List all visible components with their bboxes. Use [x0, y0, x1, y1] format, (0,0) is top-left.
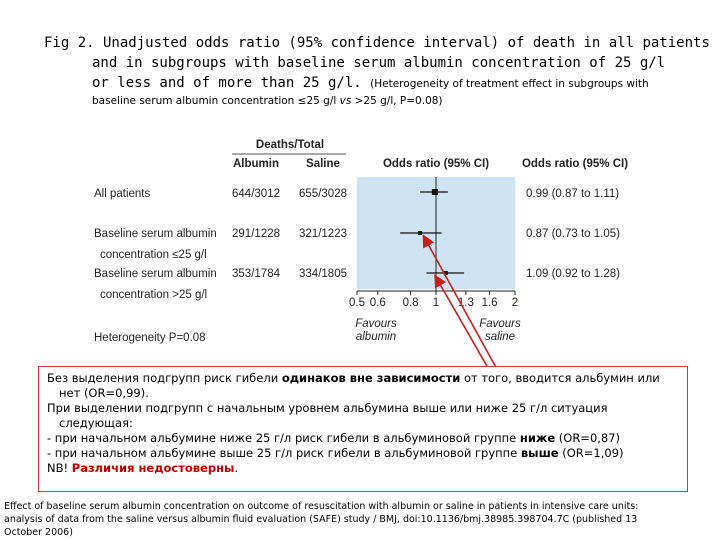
explanation-para-4 [39, 446, 687, 461]
caption-line-4-post: >25 g/l, P=0.08) [351, 95, 443, 107]
x-tick-label: 1 [432, 297, 440, 309]
row-saline-deaths: 321/1223 [299, 228, 347, 240]
point-estimate [432, 189, 438, 195]
caption-line-4-vs: vs [339, 95, 352, 107]
x-tick-label: 0.5 [349, 297, 365, 309]
row-albumin-deaths: 291/1228 [232, 228, 280, 240]
deaths-total-header: Deaths/Total [255, 139, 325, 151]
col-albumin-header: Albumin [233, 158, 279, 170]
caption-line-3-small: (Heterogeneity of treatment effect in subgroups with [370, 78, 649, 90]
x-tick-label: 0.8 [402, 297, 419, 309]
favours-albumin-label: Favours [355, 318, 397, 330]
row-label-line2: concentration ≤25 g/l [100, 249, 207, 261]
favours-saline-label: Favours [479, 318, 521, 330]
citation-line-1: Effect of baseline serum albumin concentration on outcome of resuscitation with albumin or saline in patients in intensive care units: [4, 501, 639, 512]
explanation-para-1-cont: нет (OR=0,99). [59, 386, 149, 400]
row-label: All patients [94, 188, 151, 200]
explanation-box [38, 366, 688, 492]
text: . [234, 461, 239, 475]
explanation-para-1 [39, 371, 687, 386]
point-estimate [418, 231, 422, 235]
emphasis: одинаков вне зависимости [281, 371, 461, 385]
text: (OR=0,87) [555, 431, 621, 445]
row-albumin-deaths: 644/3012 [232, 188, 280, 200]
caption-line-1: Fig 2. Unadjusted odds ratio (95% confidence interval) of death in all patients [44, 35, 710, 51]
emphasis: ниже [519, 431, 556, 445]
citation-line-2: analysis of data from the saline versus albumin fluid evaluation (SAFE) study / BMJ, doi:10.1136/bmj.38985.398704.7C (published 13 [4, 514, 638, 525]
text: от того, вводится альбумин или [460, 371, 660, 385]
x-tick-label: 1.3 [457, 297, 474, 309]
col-or-text-header: Odds ratio (95% CI) [521, 158, 629, 170]
col-saline-header: Saline [306, 158, 340, 170]
row-label: Baseline serum albumin [94, 228, 217, 240]
x-tick-label: 0.6 [369, 297, 386, 309]
explanation-para-3 [39, 431, 687, 446]
red-emphasis: Различия недостоверны [71, 461, 235, 475]
caption-line-2: and in subgroups with baseline serum albumin concentration of 25 g/l [92, 55, 666, 71]
explanation-para-2: При выделении подгрупп с начальным уровнем альбумина выше или ниже 25 г/л ситуация [47, 401, 608, 415]
text: - при начальном альбумине выше 25 г/л риск гибели в альбуминовой группе [47, 446, 521, 460]
citation-footer [4, 500, 716, 539]
caption-line-4-pre: baseline serum albumin concentration ≤25 g/l [92, 95, 340, 107]
favours-albumin-label-2: albumin [355, 331, 397, 343]
explanation-para-5 [39, 461, 687, 476]
row-saline-deaths: 655/3028 [299, 188, 347, 200]
row-saline-deaths: 334/1805 [299, 268, 347, 280]
x-tick-label: 1.6 [481, 297, 498, 309]
text: - при начальном альбумине ниже 25 г/л риск гибели в альбуминовой группе [47, 431, 520, 445]
explanation-para-2-cont: следующая: [59, 416, 133, 430]
emphasis: выше [520, 446, 559, 460]
row-label-line2: concentration >25 g/l [100, 289, 208, 301]
text: NB! [47, 461, 72, 475]
row-label: Baseline serum albumin [94, 268, 217, 280]
favours-saline-label-2: saline [484, 331, 516, 343]
row-or-text: 1.09 (0.92 to 1.28) [526, 268, 620, 280]
text: Без выделения подгрупп риск гибели [47, 371, 282, 385]
col-or-plot-header: Odds ratio (95% CI) [382, 158, 490, 170]
citation-line-3: October 2006) [4, 527, 73, 538]
text: (OR=1,09) [558, 446, 624, 460]
caption-line-3-main: or less and of more than 25 g/l. [92, 75, 362, 91]
row-or-text: 0.87 (0.73 to 1.05) [526, 228, 620, 240]
row-or-text: 0.99 (0.87 to 1.11) [526, 188, 620, 200]
heterogeneity-label: Heterogeneity P=0.08 [94, 332, 206, 344]
row-albumin-deaths: 353/1784 [232, 268, 280, 280]
x-tick-label: 2 [511, 297, 519, 309]
